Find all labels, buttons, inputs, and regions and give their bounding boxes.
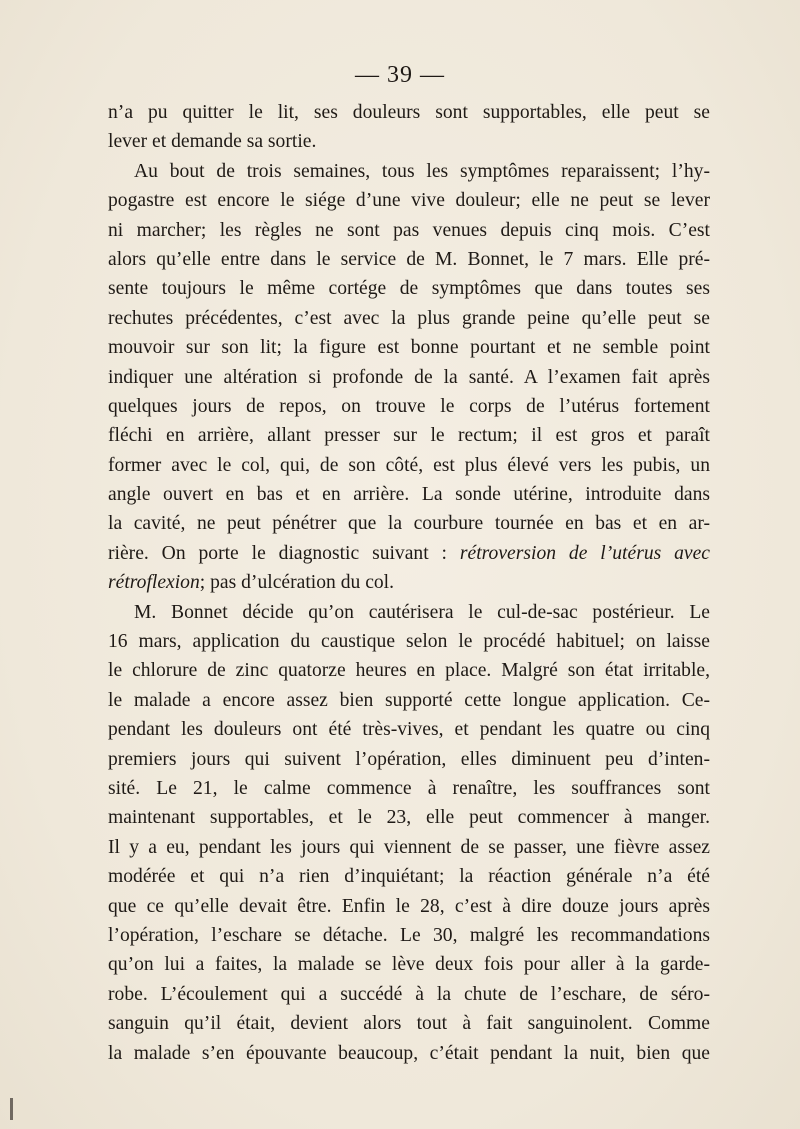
line-text: modérée et qui n’a rien d’inquiétant; la réaction générale n’a été [108,866,710,888]
text-line [108,833,710,862]
line-text: lever et demande sa sortie. [108,131,317,153]
line-text: ni marcher; les règles ne sont pas venues depuis cinq mois. C’est [108,219,710,241]
line-text: le chlorure de zinc quatorze heures en place. Malgré son état irritable, [108,660,710,682]
text-line [108,127,710,156]
line-text: M. Bonnet décide qu’on cautérisera le cul-de-sac postérieur. Le [134,601,710,623]
margin-mark [10,1098,13,1120]
line-text: fléchi en arrière, allant presser sur le rectum; il est gros et paraît [108,425,710,447]
text-line [108,274,710,303]
text-line [108,1039,710,1068]
text-line [108,245,710,274]
page-number: — 39 — [355,62,445,88]
line-text: pogastre est encore le siége d’une vive douleur; elle ne peut se lever [108,190,710,212]
text-line [108,451,710,480]
text-line [108,539,710,568]
text-line [108,421,710,450]
text-line [108,392,710,421]
line-text: maintenant supportables, et le 23, elle peut commencer à manger. [108,807,710,829]
line-text: que ce qu’elle devait être. Enfin le 28, c’est à dire douze jours après [108,895,710,917]
line-text: la cavité, ne peut pénétrer que la courbure tournée en bas et en ar- [108,513,710,535]
text-line [108,480,710,509]
text-line [108,862,710,891]
line-text: former avec le col, qui, de son côté, est plus élevé vers les pubis, un [108,454,710,476]
line-text: robe. L’écoulement qui a succédé à la chute de l’eschare, de séro- [108,983,710,1005]
line-text: angle ouvert en bas et en arrière. La sonde utérine, introduite dans [108,484,710,506]
line-text: 16 mars, application du caustique selon le procédé habituel; on laisse [108,631,710,653]
text-line [108,98,710,127]
line-text: le malade a encore assez bien supporté cette longue application. Ce- [108,689,710,711]
line-text: alors qu’elle entre dans le service de M. Bonnet, le 7 mars. Elle pré- [108,248,710,270]
text-line [108,803,710,832]
line-text: quelques jours de repos, on trouve le corps de l’utérus fortement [108,395,710,417]
text-line [108,1009,710,1038]
body-text [108,98,710,1068]
line-text: premiers jours qui suivent l’opération, elles diminuent peu d’inten- [108,748,710,770]
text-line [108,363,710,392]
text-line [108,333,710,362]
line-text: pendant les douleurs ont été très-vives, et pendant les quatre ou cinq [108,719,710,741]
line-text: Au bout de trois semaines, tous les symptômes reparaissent; l’hy- [134,160,710,182]
line-text: sanguin qu’il était, devient alors tout à fait sanguinolent. Comme [108,1013,710,1035]
text-line [108,892,710,921]
line-text: rière. On porte le diagnostic suivant : [108,542,447,564]
text-line [108,656,710,685]
text-line [108,509,710,538]
text-line [108,568,710,597]
text-line [108,980,710,1009]
text-line [108,715,710,744]
line-text: sité. Le 21, le calme commence à renaître, les souffrances sont [108,777,710,799]
text-line [108,598,710,627]
text-line [108,186,710,215]
text-line [108,304,710,333]
line-text: sente toujours le même cortége de symptômes que dans toutes ses [108,278,710,300]
text-line [108,774,710,803]
line-text: mouvoir sur son lit; la figure est bonne pourtant et ne semble point [108,337,710,359]
italic-text: rétroversion de l’utérus avec [459,542,711,564]
line-text: qu’on lui a faites, la malade se lève deux fois pour aller à la garde- [108,954,710,976]
line-text: l’opération, l’eschare se détache. Le 30, malgré les recommandations [108,924,710,946]
line-text: rechutes précédentes, c’est avec la plus grande peine qu’elle peut se [108,307,710,329]
text-line [108,921,710,950]
text-line [108,157,710,186]
line-text: ; pas d’ulcération du col. [199,572,395,594]
text-line [108,950,710,979]
text-line [108,627,710,656]
text-line [108,216,710,245]
italic-text: rétroflexion [108,572,200,594]
line-text: la malade s’en épouvante beaucoup, c’était pendant la nuit, bien que [108,1042,710,1064]
text-line [108,686,710,715]
line-text: n’a pu quitter le lit, ses douleurs sont supportables, elle peut se [108,102,710,123]
line-text: indiquer une altération si profonde de la santé. A l’examen fait après [108,366,710,388]
text-line [108,745,710,774]
line-text: Il y a eu, pendant les jours qui viennent de se passer, une fièvre assez [108,836,710,858]
